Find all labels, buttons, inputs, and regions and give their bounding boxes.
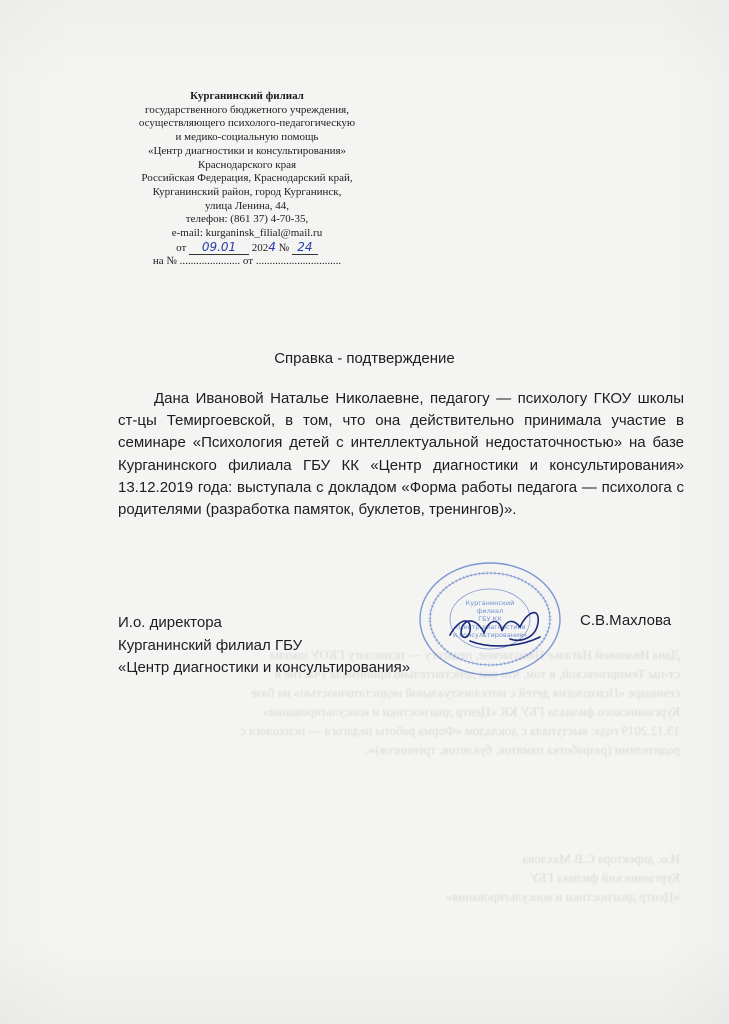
- ghost-line: Курганинского филиала ГБУ КК «Центр диагностики и консультирования»: [262, 704, 680, 719]
- letterhead-line: «Центр диагностики и консультирования»: [147, 144, 347, 157]
- ghost-line: «Центр диагностики и консультирования»: [445, 889, 680, 904]
- letterhead-line: и медико-социальную помощь: [175, 131, 319, 144]
- letterhead-line: Краснодарского края: [197, 158, 297, 171]
- handwritten-date: 09.01: [189, 241, 249, 256]
- signer-position: И.о. директора: [118, 614, 222, 631]
- stamp-text: филиал: [476, 607, 504, 615]
- year-prefix: 202: [251, 241, 269, 254]
- reverse-side-show-through: [120, 645, 680, 906]
- ghost-line: родителями (разработка памяток, буклетов, тренингов)».: [365, 742, 680, 757]
- letterhead-line: e-mail: kurganinsk_filial@mail.ru: [171, 227, 323, 240]
- ghost-line: семинаре «Психология детей с интеллектуальной недостаточностью» на базе: [251, 685, 680, 700]
- letterhead-line: государственного бюджетного учреждения,: [145, 103, 349, 116]
- stamp-text: и консультирования»: [452, 631, 528, 639]
- body-paragraph: Дана Ивановой Наталье Николаевне, педагогу — психологу ГКОУ школы ст-цы Темиргоевской, в том, что она действительно принимала участие в семинаре «Психология детей с интеллектуальной недостаточностью» на базе Курганинского филиала ГБУ КК «Центр диагностики и консультирования» 13.12.2019 года: выступала с докладом «Форма работы педагога — психолога с родителями (разработка памяток, буклетов, тренингов)».: [118, 390, 684, 519]
- stamp-text: «Центр диагностики: [454, 623, 526, 631]
- document-title: Справка - подтверждение: [274, 350, 455, 367]
- org-name: Курганинский филиал: [190, 90, 304, 102]
- document-body: [118, 388, 684, 521]
- letterhead-line: Курганинский район, город Курганинск,: [152, 185, 342, 198]
- signer-organization-name: «Центр диагностики и консультирования»: [118, 659, 411, 676]
- letterhead-line: Российская Федерация, Краснодарский край,: [141, 172, 353, 185]
- signer-name: С.В.Махлова: [580, 612, 672, 629]
- stamp-text: ГБУ КК: [478, 615, 502, 623]
- ghost-line: Курганинский филиал ГБУ: [529, 870, 680, 885]
- date-prefix: от: [176, 241, 187, 254]
- ghost-line: 13.12.2019 года: выступала с докладом «Форма работы педагога — психолога с: [240, 723, 680, 738]
- ghost-line: Дана Ивановой Наталье Николаевне, педагогу — психологу ГКОУ школы: [270, 647, 680, 662]
- signer-organization: Курганинский филиал ГБУ: [118, 636, 303, 654]
- handwritten-year: 4: [268, 239, 276, 254]
- ghost-line: ст-цы Темиргоевской, в том, что она действительно принимала участие в: [274, 666, 680, 681]
- handwritten-number: 24: [292, 241, 318, 256]
- number-prefix: №: [278, 241, 290, 254]
- letterhead-line: осуществляющего психолого-педагогическую: [138, 117, 356, 130]
- stamp-text: Курганинский: [465, 599, 515, 607]
- signature-block: [118, 612, 410, 680]
- ghost-line: И.о. директора С.В.Махлова: [522, 851, 680, 866]
- date-number-line: [118, 241, 376, 256]
- reference-line: на № ...................... от ...............................: [152, 255, 342, 268]
- letterhead-line: телефон: (861 37) 4-70-35,: [185, 213, 309, 226]
- letterhead-line: улица Ленина, 44,: [205, 199, 289, 212]
- official-stamp: [410, 557, 570, 687]
- letterhead: [118, 90, 376, 269]
